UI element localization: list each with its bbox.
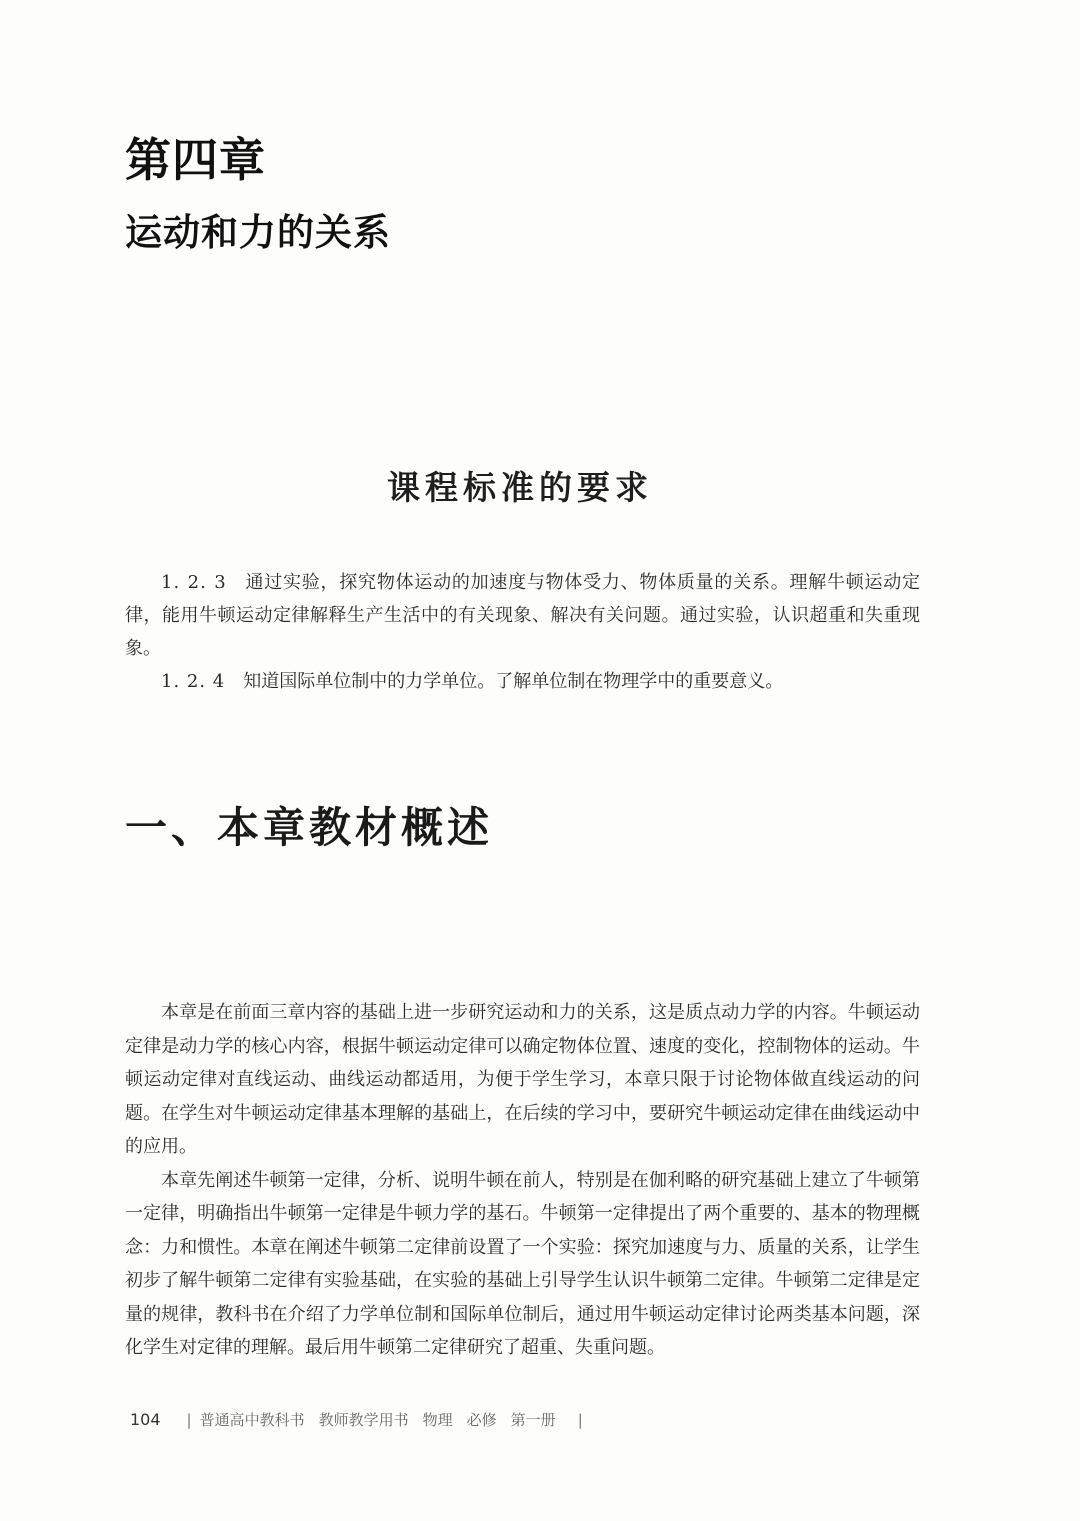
footer-separator: | bbox=[186, 1411, 192, 1429]
standards-list bbox=[125, 566, 920, 698]
chapter-title: 运动和力的关系 bbox=[125, 210, 391, 254]
footer-level: 必修 bbox=[466, 1411, 497, 1429]
footer-subject: 物理 bbox=[422, 1411, 453, 1429]
standard-code: 1. 2. 3 bbox=[161, 572, 227, 593]
paragraph: 本章先阐述牛顿第一定律，分析、说明牛顿在前人，特别是在伽利略的研究基础上建立了牛顿第一定律，明确指出牛顿第一定律是牛顿力学的基石。牛顿第一定律提出了两个重要的、基本的物理概念：力和惯性。本章在阐述牛顿第二定律前设置了一个实验：探究加速度与力、质量的关系，让学生初步了解牛顿第二定律有实验基础，在实验的基础上引导学生认识牛顿第二定律。牛顿第二定律是定量的规律，教科书在介绍了力学单位制和国际单位制后，通过用牛顿运动定律讨论两类基本问题，深化学生对定律的理解。最后用牛顿第二定律研究了超重、失重问题。 bbox=[125, 1169, 920, 1358]
standard-text: 知道国际单位制中的力学单位。了解单位制在物理学中的重要意义。 bbox=[243, 671, 784, 692]
footer-type: 教师教学用书 bbox=[318, 1411, 409, 1429]
section-body bbox=[125, 996, 920, 1365]
footer-volume: 第一册 bbox=[510, 1411, 556, 1429]
footer-separator: | bbox=[577, 1411, 583, 1429]
standards-heading: 课程标准的要求 bbox=[387, 468, 653, 507]
paragraph: 本章是在前面三章内容的基础上进一步研究运动和力的关系，这是质点动力学的内容。牛顿运动定律是动力学的核心内容，根据牛顿运动定律可以确定物体位置、速度的变化，控制物体的运动。牛顿运动定律对直线运动、曲线运动都适用，为便于学生学习，本章只限于讨论物体做直线运动的问题。在学生对牛顿运动定律基本理解的基础上，在后续的学习中，要研究牛顿运动定律在曲线运动中的应用。 bbox=[125, 1002, 920, 1157]
section-heading: 一、本章教材概述 bbox=[125, 803, 494, 852]
page-number: 104 bbox=[130, 1410, 161, 1429]
footer-book: 普通高中教科书 bbox=[199, 1411, 305, 1429]
chapter-number: 第四章 bbox=[125, 133, 266, 187]
standard-code: 1. 2. 4 bbox=[161, 671, 226, 692]
standard-item bbox=[125, 665, 920, 698]
standard-item bbox=[125, 566, 920, 665]
standard-text: 通过实验，探究物体运动的加速度与物体受力、物体质量的关系。理解牛顿运动定律，能用牛顿运动定律解释生产生活中的有关现象、解决有关问题。通过实验，认识超重和失重现象。 bbox=[125, 572, 920, 659]
page-footer bbox=[130, 1408, 591, 1432]
